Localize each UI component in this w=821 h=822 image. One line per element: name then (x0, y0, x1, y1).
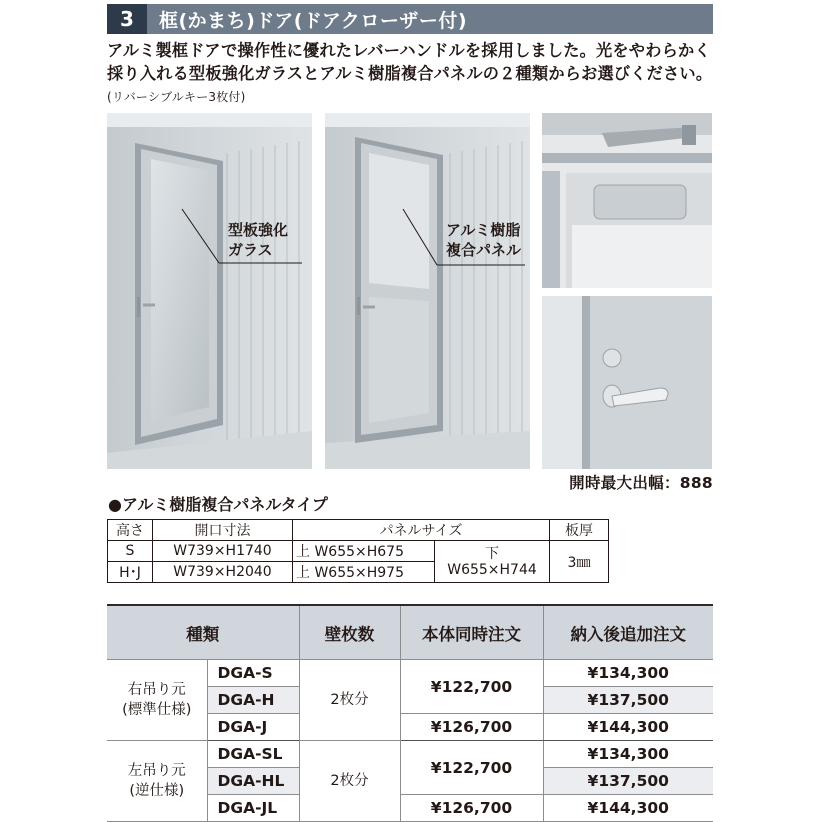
same-time-price: ¥126,700 (400, 795, 543, 822)
price-header-after: 納入後追加注文 (543, 605, 713, 660)
hinge-group-line2: (逆仕様) (129, 783, 185, 799)
price-row (107, 741, 713, 768)
hinge-group-line2: (標準仕様) (122, 702, 192, 718)
hinge-group-label (107, 660, 207, 741)
spec-header-height: 高さ (108, 520, 153, 541)
spec-thickness: 3㎜ (550, 541, 609, 583)
panel-callout (446, 220, 521, 260)
lever-handle-photo (542, 296, 712, 469)
price-header-same-time: 本体同時注文 (400, 605, 543, 660)
after-price: ¥137,500 (543, 687, 713, 714)
same-time-price: ¥126,700 (400, 714, 543, 741)
panel-label-line1: アルミ樹脂 (446, 221, 521, 239)
model-code: DGA-SL (207, 741, 299, 768)
model-code: DGA-JL (207, 795, 299, 822)
model-code: DGA-HL (207, 768, 299, 795)
glass-label-line1: 型板強化 (228, 221, 289, 239)
spec-height: H･J (108, 562, 153, 583)
model-code: DGA-H (207, 687, 299, 714)
price-header-walls: 壁枚数 (299, 605, 400, 660)
wall-count: 2枚分 (299, 660, 400, 741)
spec-header-panel: パネルサイズ (293, 520, 550, 541)
same-time-price: ¥122,700 (400, 741, 543, 795)
price-header-row (107, 605, 713, 660)
price-table (107, 604, 713, 822)
glass-label-line2: ガラス (228, 241, 273, 259)
panel-label-line2: 複合パネル (446, 241, 522, 259)
spec-lower (435, 541, 550, 583)
spec-lower-line1: 下 (485, 545, 499, 562)
open-width-note: 開時最大出幅：888 (569, 474, 713, 492)
same-time-price: ¥122,700 (400, 660, 543, 714)
spec-header-thickness: 板厚 (550, 520, 609, 541)
spec-lower-line2: W655×H744 (447, 561, 537, 578)
section-header (107, 4, 713, 34)
spec-opening: W739×H2040 (153, 562, 293, 583)
spec-header-row (108, 520, 609, 541)
after-price: ¥134,300 (543, 741, 713, 768)
hinge-group-label (107, 741, 207, 822)
after-price: ¥144,300 (543, 714, 713, 741)
price-row (107, 660, 713, 687)
wall-count: 2枚分 (299, 741, 400, 822)
glass-door-photo (107, 113, 312, 469)
spec-table (107, 519, 609, 583)
spec-header-opening: 開口寸法 (153, 520, 293, 541)
model-code: DGA-S (207, 660, 299, 687)
section-number: 3 (107, 4, 147, 34)
spec-row (108, 541, 609, 562)
spec-upper: 上 W655×H675 (293, 541, 435, 562)
spec-height: S (108, 541, 153, 562)
after-price: ¥134,300 (543, 660, 713, 687)
hinge-group-line1: 右吊り元 (127, 682, 186, 698)
model-code: DGA-J (207, 714, 299, 741)
spec-upper: 上 W655×H975 (293, 562, 435, 583)
spec-opening: W739×H1740 (153, 541, 293, 562)
after-price: ¥137,500 (543, 768, 713, 795)
intro-note: (リバーシブルキー3枚付) (107, 90, 246, 104)
after-price: ¥144,300 (543, 795, 713, 822)
glass-callout (228, 220, 288, 260)
hinge-group-line1: 左吊り元 (127, 763, 186, 779)
spec-title: ●アルミ樹脂複合パネルタイプ (108, 495, 328, 514)
panel-door-photo (325, 113, 530, 469)
door-closer-photo (542, 113, 712, 288)
section-title: 框(かまち)ドア(ドアクローザー付) (159, 9, 468, 32)
intro-body: アルミ製框ドアで操作性に優れたレバーハンドルを採用しました。光をやわらかく採り入れる型板強化ガラスとアルミ樹脂複合パネルの２種類からお選びください。 (107, 41, 713, 83)
price-header-type: 種類 (107, 605, 299, 660)
intro-text (107, 40, 722, 109)
